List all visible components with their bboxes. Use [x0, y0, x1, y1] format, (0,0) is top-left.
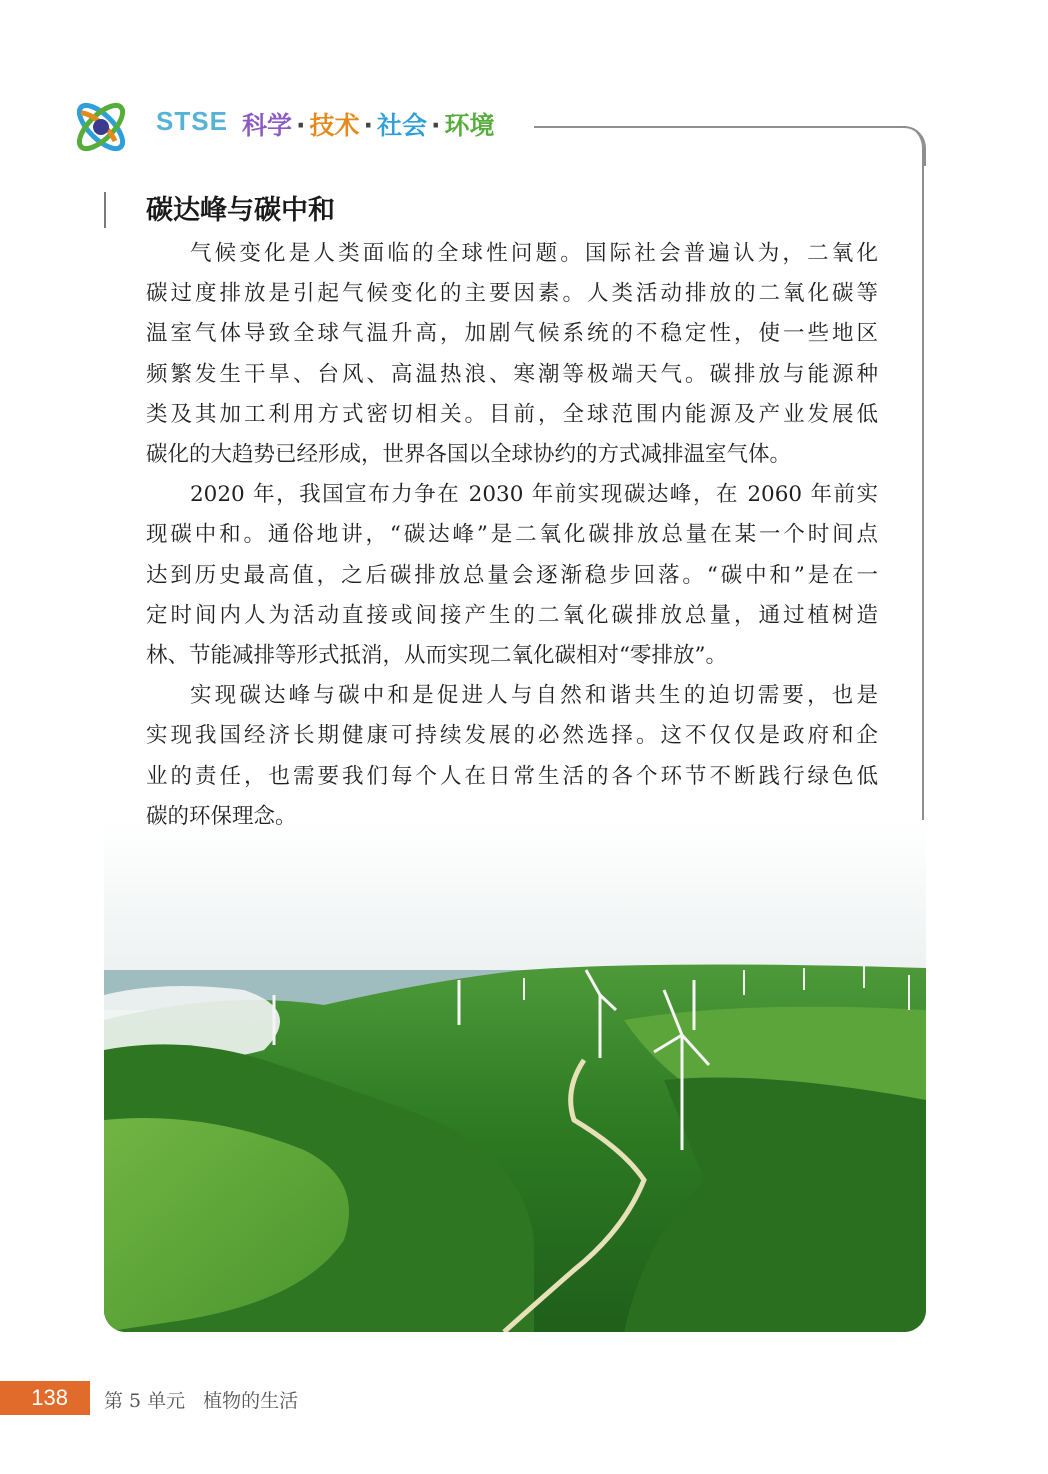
segment-environment: 环境: [444, 111, 495, 140]
page-number: 138: [0, 1381, 90, 1415]
paragraph-line: 碳过度排放是引起气候变化的主要因素。人类活动排放的二氧化碳等: [146, 281, 878, 307]
paragraph-line: 碳的环保理念。: [146, 803, 297, 829]
paragraph-line: 气候变化是人类面临的全球性问题。国际社会普遍认为，二氧化: [190, 241, 878, 266]
unit-title: 植物的生活: [203, 1390, 299, 1412]
paragraph-line: 2020 年，我国宣布力争在 2030 年前实现碳达峰，在 2060 年前实: [190, 482, 878, 508]
stse-badge: STSE: [156, 106, 228, 136]
footer-unit: [104, 1386, 298, 1413]
paragraph-line: 类及其加工利用方式密切相关。目前，全球范围内能源及产业发展低: [146, 401, 878, 427]
segment-technology: 技术: [309, 111, 360, 140]
article-body: [146, 234, 878, 837]
paragraph-line: 温室气体导致全球气温升高，加剧气候系统的不稳定性，使一些地区: [146, 321, 878, 347]
paragraph-line: 定时间内人为活动直接或间接产生的二氧化碳排放总量，通过植树造: [146, 602, 878, 628]
paragraph-line: 频繁发生干旱、台风、高温热浪、寒潮等极端天气。碳排放与能源种: [146, 361, 878, 387]
paragraph-line: 达到历史最高值，之后碳排放总量会逐渐稳步回落。“碳中和”是在一: [146, 562, 878, 588]
article-title: 碳达峰与碳中和: [146, 195, 335, 226]
segment-science: 科学: [242, 111, 293, 140]
wind-farm-photo: [104, 820, 926, 1332]
paragraph-line: 实现我国经济长期健康可持续发展的必然选择。这不仅仅是政府和企: [146, 723, 878, 749]
separator: ·: [296, 111, 306, 140]
separator: ·: [363, 111, 374, 140]
unit-label: 第 5 单元: [104, 1390, 186, 1412]
paragraph-line: 碳化的大趋势已经形成，世界各国以全球协约的方式减排温室气体。: [146, 442, 792, 468]
separator: ·: [431, 111, 441, 140]
paragraph-line: 实现碳达峰与碳中和是促进人与自然和谐共生的迫切需要，也是: [190, 683, 878, 709]
paragraph-line: 业的责任，也需要我们每个人在日常生活的各个环节不断践行绿色低: [146, 763, 878, 789]
paragraph-line: 现碳中和。通俗地讲，“碳达峰”是二氧化碳排放总量在某一个时间点: [146, 522, 878, 548]
title-marker: [104, 192, 106, 228]
paragraph-line: 林、节能减排等形式抵消，从而实现二氧化碳相对“零排放”。: [146, 643, 727, 669]
segment-society: 社会: [377, 111, 428, 140]
